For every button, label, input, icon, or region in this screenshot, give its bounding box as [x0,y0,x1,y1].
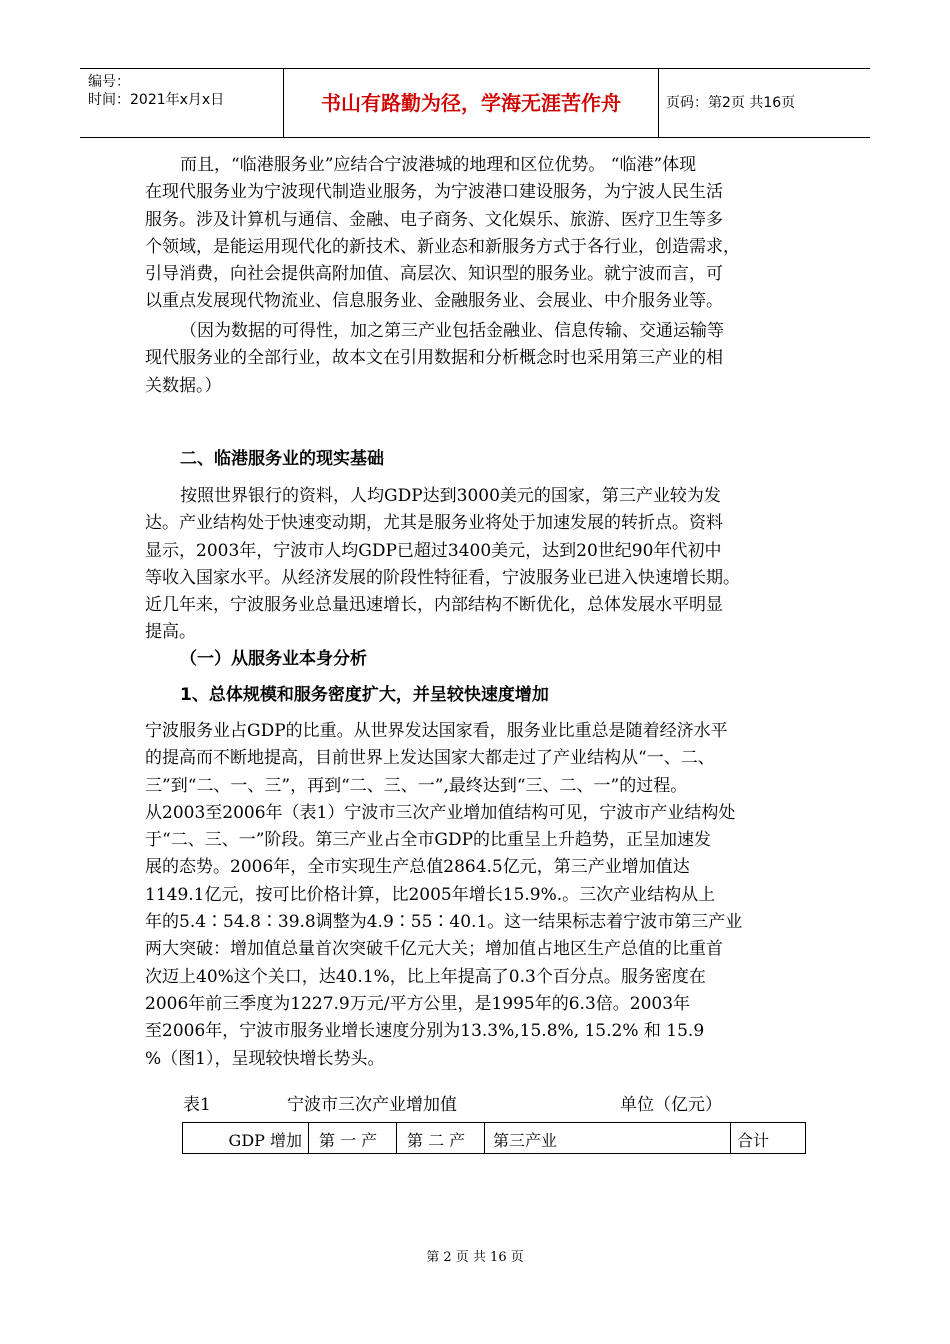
table-header-cell: 第三产业 [485,1123,731,1153]
text-line: 个领域，是能运用现代化的新技术、新业态和新服务方式于各行业，创造需求， [145,236,740,257]
text-line: 以重点发展现代物流业、信息服务业、金融服务业、会展业、中介服务业等。 [145,291,723,312]
text-line: 显示，2003年，宁波市人均GDP已超过3400美元，达到20世纪90年代初中 [145,540,722,561]
table-header-cell: 第 一 产 [309,1123,397,1153]
text-line: 两大突破：增加值总量首次突破千亿元大关；增加值占地区生产总值的比重首 [145,939,723,960]
table-header-cell: GDP 增加 [183,1123,309,1153]
code-label: 编号： [88,74,130,90]
header-meta [88,73,278,109]
text-line: 在现代服务业为宁波现代制造业服务，为宁波港口建设服务，为宁波人民生活 [145,182,723,203]
text-line: 达。产业结构处于快速变动期，尤其是服务业将处于加速发展的转折点。资料 [145,513,723,534]
text-line: 从2003至2006年（表1）宁波市三次产业增加值结构可见，宁波市产业结构处 [145,802,736,823]
data-table [182,1122,806,1154]
page-footer: 第 2 页 共 16 页 [426,1250,524,1265]
text-line: 次迈上40%这个关口，达40.1%，比上年提高了0.3个百分点。服务密度在 [145,966,706,987]
text-line: 的提高而不断地提高，目前世界上发达国家大都走过了产业结构从“一、二、 [145,748,715,769]
text-line: 年的5.4∶54.8∶39.8调整为4.9∶55∶40.1。这一结果标志着宁波市第三产业 [145,912,743,933]
paragraph-1 [145,152,810,316]
text-line: 服务。涉及计算机与通信、金融、电子商务、文化娱乐、旅游、医疗卫生等多 [145,209,723,230]
paragraph-3 [145,483,810,647]
text-line: 展的态势。2006年，全市实现生产总值2864.5亿元，第三产业增加值达 [145,857,690,878]
text-line: 现代服务业的全部行业，故本文在引用数据和分析概念时也采用第三产业的相 [145,348,723,369]
header-motto: 书山有路勤为径，学海无涯苦作舟 [321,91,621,115]
text-line: 1149.1亿元，按可比价格计算，比2005年增长15.9%.。三次产业结构从上 [145,884,716,905]
subsection-heading: （一）从服务业本身分析 [180,649,367,669]
text-line: （因为数据的可得性，加之第三产业包括金融业、信息传输、交通运输等 [180,321,724,341]
header-divider [658,69,659,137]
text-line: %（图1），呈现较快增长势头。 [145,1048,385,1069]
text-line: 2006年前三季度为1227.9万元/平方公里，是1995年的6.3倍。2003年 [145,993,691,1014]
text-line: 近几年来，宁波服务业总量迅速增长，内部结构不断优化，总体发展水平明显 [145,595,723,616]
text-line: 三”到“二、一、三”，再到“二、三、一”,最终达到“三、二、一”的过程。 [145,775,688,796]
text-line: 于“二、三、一”阶段。第三产业占全市GDP的比重呈上升趋势，正呈加速发 [145,830,712,851]
text-line: 提高。 [145,622,196,643]
page-header [80,68,870,138]
paragraph-2 [145,318,810,400]
text-line: 按照世界银行的资料，人均GDP达到3000美元的国家，第三产业较为发 [180,486,721,506]
header-page-info: 页码：第2页 共16页 [666,95,796,111]
section-heading: 二、临港服务业的现实基础 [180,449,384,469]
table-header-cell: 合计 [737,1131,770,1150]
table-title: 宁波市三次产业增加值 [287,1095,457,1115]
text-line: 而且，“临港服务业”应结合宁波港城的地理和区位优势。 “临港”体现 [180,155,697,175]
time-label: 时间：2021年x月x日 [88,92,225,108]
text-line: 等收入国家水平。从经济发展的阶段性特征看，宁波服务业已进入快速增长期。 [145,567,740,588]
text-line: 宁波服务业占GDP的比重。从世界发达国家看，服务业比重总是随着经济水平 [145,721,728,741]
text-line: 关数据。） [145,375,222,396]
paragraph-4 [145,718,810,1073]
table-header-cell: 第 二 产 [397,1123,485,1153]
table-unit: 单位（亿元） [620,1095,722,1115]
text-line: 至2006年，宁波市服务业增长速度分别为13.3%,15.8%, 15.2% 和 15.9 [145,1021,705,1042]
table-label: 表1 [183,1095,211,1115]
sub-subsection-heading: 1、总体规模和服务密度扩大，并呈较快速度增加 [180,685,549,705]
text-line: 引导消费，向社会提供高附加值、高层次、知识型的服务业。就宁波而言，可 [145,264,723,285]
